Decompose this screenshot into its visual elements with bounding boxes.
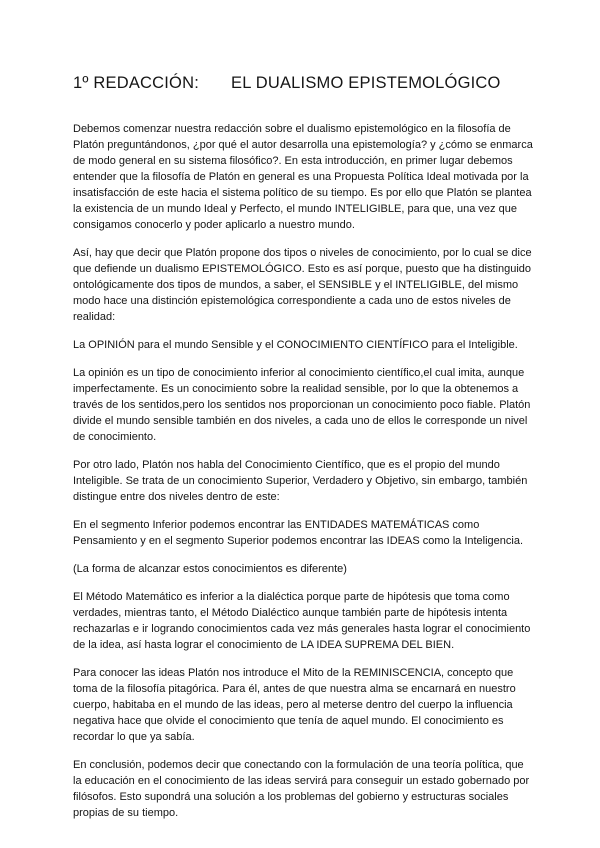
paragraph-opinion-science: La OPINIÓN para el mundo Sensible y el CONOCIMIENTO CIENTÍFICO para el Inteligible. — [73, 339, 518, 351]
paragraph-conclusion: En conclusión, podemos decir que conectando con la formulación de una teoría política, que la educación en el conocimiento de las ideas servirá para conseguir un estado gobernado por filósofos. Esto supondrá una solución a los problemas del gobierno y estructuras sociales propias de su tiempo. — [73, 759, 530, 819]
heading-label: 1º REDACCIÓN: — [73, 74, 199, 92]
heading-title: EL DUALISMO EPISTEMOLÓGICO — [230, 74, 501, 92]
paragraph-segments: En el segmento Inferior podemos encontrar las ENTIDADES MATEMÁTICAS como Pensamiento y en el segmento Superior podemos encontrar las IDEAS como la Inteligencia. — [73, 519, 524, 547]
paragraph-note: (La forma de alcanzar estos conocimientos es diferente) — [73, 563, 347, 575]
paragraph-introduction: Debemos comenzar nuestra redacción sobre el dualismo epistemológico en la filosofía de Platón preguntándonos, ¿por qué el autor desarrolla una epistemología? y ¿cómo se enmarca de modo general en su sistema filosófico?. En esta introducción, en primer lugar debemos entender que la filosofía de Platón en general es una Propuesta Política Ideal motivada por la insatisfacción de este hacia el sistema político de su tiempo. Es por ello que Platón se plantea la existencia de un mundo Ideal y Perfecto, el mundo INTELIGIBLE, para que, una vez que consigamos conocerlo y poder aplicarlo a nuestro mundo. — [73, 123, 533, 231]
paragraph-scientific-knowledge: Por otro lado, Platón nos habla del Conocimiento Científico, que es el propio del mundo Inteligible. Se trata de un conocimiento Superior, Verdadero y Objetivo, sin embargo, también distingue entre dos niveles dentro de este: — [73, 459, 528, 503]
paragraph-methods: El Método Matemático es inferior a la dialéctica porque parte de hipótesis que toma como verdades, mientras tanto, el Método Dialéctico aunque también parte de hipótesis intenta rechazarlas e ir logrando conocimientos cada vez más generales hasta lograr el conocimiento de la idea, así hasta lograr el conocimiento de LA IDEA SUPREMA DEL BIEN. — [73, 591, 531, 651]
paragraph-dualism: Así, hay que decir que Platón propone dos tipos o niveles de conocimiento, por lo cual se dice que defiende un dualismo EPISTEMOLÓGICO. Esto es así porque, puesto que ha distinguido ontológicamente dos tipos de mundos, a saber, el SENSIBLE y el INTELIGIBLE, del mismo modo hace una distinción epistemológica correspondiente a cada uno de estos niveles de realidad: — [73, 247, 532, 323]
paragraph-reminiscence: Para conocer las ideas Platón nos introduce el Mito de la REMINISCENCIA, concepto que toma de la filosofía pitagórica. Para él, antes de que nuestra alma se encarnará en nuestro cuerpo, habitaba en el mundo de las ideas, pero al meterse dentro del cuerpo la influencia negativa hace que olvide el conocimiento que tenía de aquel mundo. El conocimiento es recordar lo que ya sabía. — [73, 667, 516, 743]
paragraph-opinion: La opinión es un tipo de conocimiento inferior al conocimiento científico,el cual imita, aunque imperfectamente. Es un conocimiento sobre la realidad sensible, por lo que la obtenemos a través de los sentidos,pero los sentidos nos proporcionan un conocimiento poco fiable. Platón divide el mundo sensible también en dos niveles, a cada uno de ellos le corresponde un nivel de conocimiento. — [73, 367, 531, 443]
document-body — [73, 121, 533, 833]
document-heading — [73, 74, 501, 93]
